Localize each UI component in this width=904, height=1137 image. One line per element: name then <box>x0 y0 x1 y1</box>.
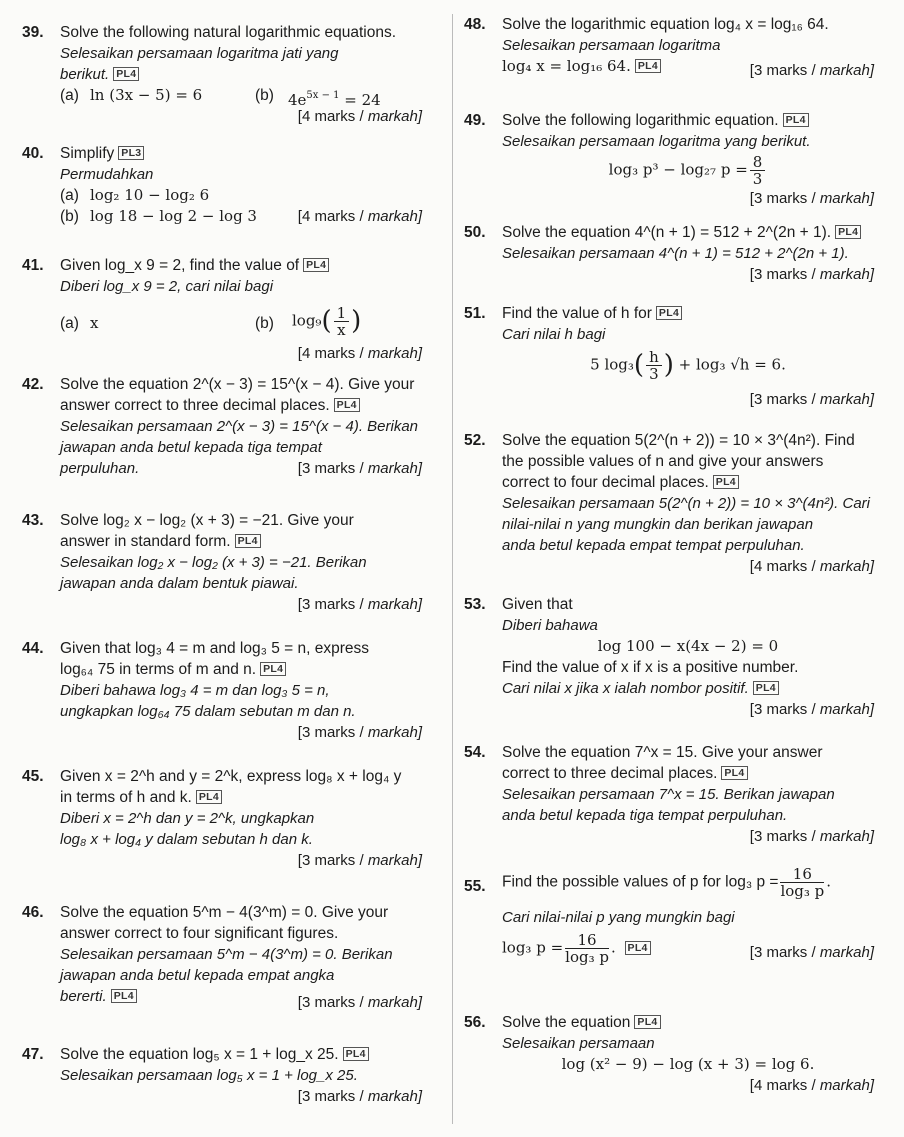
question-text-en: Solve the following natural logarithmic equations. <box>60 24 397 41</box>
question-text-ms: ungkapkan log₆₄ 75 dalam sebutan m dan n. <box>60 703 356 720</box>
question-number: 39. <box>22 24 44 41</box>
pl4-badge: PL4 <box>634 1015 660 1029</box>
question-number: 46. <box>22 904 44 921</box>
part-b-equation: log 18 − log 2 − log 3 <box>90 207 257 225</box>
question-number: 51. <box>464 305 486 322</box>
question-number: 48. <box>464 16 486 33</box>
marks-label: [3 marks / markah] <box>749 701 874 718</box>
question-number: 43. <box>22 512 44 529</box>
question-41 <box>22 255 422 364</box>
question-text-ms: jawapan anda dalam bentuk piawai. <box>60 575 299 592</box>
question-text-en: Solve the equation 5^m − 4(3^m) = 0. Give your <box>60 904 389 921</box>
question-text-en: log₆₄ 75 in terms of m and n. <box>60 661 257 678</box>
question-text-ms: bererti. <box>60 988 107 1005</box>
question-text-ms: Selesaikan persamaan logaritma <box>502 37 721 54</box>
question-text-en: Find the possible values of p for log₃ p = $\frac{16}{\text{log₃ p}}$ . <box>502 865 832 900</box>
question-text-ms: perpuluhan. <box>60 460 140 477</box>
question-44 <box>22 638 422 743</box>
part-a-equation: x <box>90 314 99 332</box>
question-text-en: Solve the equation 5(2^(n + 2)) = 10 × 3^(4n²). Find <box>502 432 855 449</box>
question-text-ms: Selesaikan persamaan 7^x = 15. Berikan jawapan <box>502 786 835 803</box>
pl4-badge: PL4 <box>303 258 329 272</box>
question-53 <box>464 594 874 720</box>
question-number: 56. <box>464 1014 486 1031</box>
part-a-label: (a) <box>60 187 79 204</box>
column-divider <box>452 14 453 1124</box>
marks-label: [3 marks / markah] <box>749 266 874 283</box>
question-number: 42. <box>22 376 44 393</box>
question-text-en: Simplify <box>60 145 115 162</box>
equation: log (x² − 9) − log (x + 3) = log 6. <box>561 1055 815 1073</box>
question-text-ms: jawapan anda betul kepada tiga tempat <box>60 439 322 456</box>
question-40 <box>22 143 422 227</box>
question-text-ms: Selesaikan persamaan 4^(n + 1) = 512 + 2^(2n + 1). <box>502 245 849 262</box>
question-number: 53. <box>464 596 486 613</box>
question-text-ms: Selesaikan persamaan 2^(x − 3) = 15^(x − 4). Berikan <box>60 418 419 435</box>
question-number: 54. <box>464 744 486 761</box>
question-number: 40. <box>22 145 44 162</box>
question-text-ms: Selesaikan persamaan <box>502 1035 655 1052</box>
question-text-ms: Selesaikan log₂ x − log₂ (x + 3) = −21. Berikan <box>60 554 367 571</box>
part-a-equation: log₂ 10 − log₂ 6 <box>90 186 210 204</box>
pl4-badge: PL4 <box>343 1047 369 1061</box>
question-text-ms: Cari nilai-nilai p yang mungkin bagi <box>502 909 735 926</box>
pl4-badge: PL4 <box>334 398 360 412</box>
marks-label: [3 marks / markah] <box>297 852 422 869</box>
question-text-en: Given that log₃ 4 = m and log₃ 5 = n, express <box>60 640 370 657</box>
marks-label: [4 marks / markah] <box>749 1077 874 1094</box>
question-text-ms: anda betul kepada empat tempat perpuluhan. <box>502 537 805 554</box>
question-text-ms: Selesaikan persamaan 5(2^(n + 2)) = 10 × 3^(4n²). Cari <box>502 495 871 512</box>
equation: log 100 − x(4x − 2) = 0 <box>597 637 779 655</box>
part-a-label: (a) <box>60 87 79 104</box>
question-number: 49. <box>464 112 486 129</box>
pl4-badge: PL4 <box>625 941 651 955</box>
question-text-ms: Diberi bahawa log₃ 4 = m dan log₃ 5 = n, <box>60 682 330 699</box>
question-text-en: correct to four decimal places. <box>502 474 709 491</box>
question-51 <box>464 303 874 410</box>
question-text-ms: Diberi log_x 9 = 2, cari nilai bagi <box>60 278 274 295</box>
question-text-ms: Selesaikan persamaan 5^m − 4(3^m) = 0. Berikan <box>60 946 393 963</box>
question-number: 52. <box>464 432 486 449</box>
part-b-equation: $4e^{5x - 1} = 24$ <box>288 90 381 109</box>
marks-label: [3 marks / markah] <box>297 1088 422 1105</box>
question-42 <box>22 374 422 479</box>
question-45 <box>22 766 422 871</box>
question-text-ms: Selesaikan persamaan log₅ x = 1 + log_x 25. <box>60 1067 358 1084</box>
marks-label: [3 marks / markah] <box>749 62 874 79</box>
question-text-en: in terms of h and k. <box>60 789 192 806</box>
question-number: 55. <box>464 878 486 895</box>
question-56 <box>464 1012 874 1096</box>
equation: 5 log₃( $\frac{h}{3}$ ) + log₃ √h = 6. <box>590 348 786 383</box>
marks-label: [4 marks / markah] <box>749 558 874 575</box>
equation: log₃ p = $\frac{16}{\text{log₃ p}}$ . PL4 <box>502 932 651 965</box>
question-text-ms: Cari nilai h bagi <box>502 326 606 343</box>
marks-label: [4 marks / markah] <box>297 345 422 362</box>
question-43 <box>22 510 422 615</box>
marks-label: [3 marks / markah] <box>749 828 874 845</box>
question-text-ms: Permudahkan <box>60 166 154 183</box>
part-a-label: (a) <box>60 315 79 332</box>
question-text-en: Solve the equation 7^x = 15. Give your answer <box>502 744 823 761</box>
pl3-badge: PL3 <box>118 146 144 160</box>
pl4-badge: PL4 <box>753 681 779 695</box>
question-text-en: Solve log₂ x − log₂ (x + 3) = −21. Give your <box>60 512 354 529</box>
question-text-ms: Selesaikan persamaan logaritma jati yang <box>60 45 339 62</box>
question-text-en: Solve the equation 4^(n + 1) = 512 + 2^(2n + 1). <box>502 224 832 241</box>
equation: log₃ p³ − log₂₇ p = $\frac{8}{3}$ <box>502 154 874 188</box>
question-46 <box>22 902 422 1011</box>
question-text-ms: anda betul kepada tiga tempat perpuluhan. <box>502 807 788 824</box>
question-text-en: answer correct to three decimal places. <box>60 397 330 414</box>
pl4-badge: PL4 <box>113 67 139 81</box>
part-b-equation: log₉( $\frac{1}{x}$ ) <box>292 304 362 339</box>
pl4-badge: PL4 <box>111 989 137 1003</box>
question-48 <box>464 14 874 77</box>
question-49 <box>464 110 874 209</box>
marks-label: [3 marks / markah] <box>749 190 874 207</box>
part-b-label: (b) <box>255 87 274 104</box>
question-text-en: answer in standard form. <box>60 533 231 550</box>
marks-label: [3 marks / markah] <box>297 460 422 477</box>
question-text-ms: Diberi x = 2^h dan y = 2^k, ungkapkan <box>60 810 315 827</box>
pl4-badge: PL4 <box>835 225 861 239</box>
pl4-badge: PL4 <box>196 790 222 804</box>
question-50 <box>464 222 874 285</box>
question-text-en: Find the value of x if x is a positive number. <box>502 659 799 676</box>
pl4-badge: PL4 <box>260 662 286 676</box>
question-text-ms: log₄ x = log₁₆ 64. <box>502 57 631 75</box>
question-text-en: Given that <box>502 596 573 613</box>
question-text-en: Solve the equation log₅ x = 1 + log_x 25. <box>60 1046 339 1063</box>
question-text-ms: berikut. <box>60 66 110 83</box>
question-52 <box>464 430 874 577</box>
question-text-en: Solve the equation <box>502 1014 631 1031</box>
question-text-ms: nilai-nilai n yang mungkin dan berikan jawapan <box>502 516 814 533</box>
question-text-ms: jawapan anda betul kepada empat angka <box>60 967 335 984</box>
question-39 <box>22 22 422 127</box>
marks-label: [3 marks / markah] <box>749 944 874 961</box>
question-text-en: Given x = 2^h and y = 2^k, express log₈ x + log₄ y <box>60 768 402 785</box>
pl4-badge: PL4 <box>783 113 809 127</box>
pl4-badge: PL4 <box>235 534 261 548</box>
pl4-badge: PL4 <box>656 306 682 320</box>
question-text-en: correct to three decimal places. <box>502 765 718 782</box>
question-text-en: the possible values of n and give your answers <box>502 453 824 470</box>
marks-label: [4 marks / markah] <box>297 108 422 125</box>
question-text-en: Find the value of h for <box>502 305 652 322</box>
question-47 <box>22 1044 422 1107</box>
question-text-ms: Selesaikan persamaan logaritma yang berikut. <box>502 133 811 150</box>
question-text-ms: Cari nilai x jika x ialah nombor positif. <box>502 680 749 697</box>
marks-label: [3 marks / markah] <box>297 596 422 613</box>
question-text-en: Given log_x 9 = 2, find the value of <box>60 257 300 274</box>
question-text-en: Solve the following logarithmic equation. <box>502 112 779 129</box>
question-54 <box>464 742 874 847</box>
pl4-badge: PL4 <box>635 59 661 73</box>
question-55 <box>464 866 874 968</box>
marks-label: [3 marks / markah] <box>749 391 874 408</box>
question-text-en: Solve the logarithmic equation log₄ x = log₁₆ 64. <box>502 16 829 33</box>
marks-label: [4 marks / markah] <box>297 208 422 225</box>
question-text-ms: Diberi bahawa <box>502 617 598 634</box>
marks-label: [3 marks / markah] <box>297 994 422 1011</box>
question-number: 50. <box>464 224 486 241</box>
question-number: 44. <box>22 640 44 657</box>
question-number: 45. <box>22 768 44 785</box>
question-text-en: Solve the equation 2^(x − 3) = 15^(x − 4). Give your <box>60 376 415 393</box>
part-b-label: (b) <box>255 315 274 332</box>
question-number: 47. <box>22 1046 44 1063</box>
part-a-equation: ln (3x − 5) = 6 <box>90 86 203 104</box>
question-number: 41. <box>22 257 44 274</box>
question-text-ms: log₈ x + log₄ y dalam sebutan h dan k. <box>60 831 313 848</box>
pl4-badge: PL4 <box>713 475 739 489</box>
question-text-en: answer correct to four significant figures. <box>60 925 339 942</box>
part-b-label: (b) <box>60 208 79 225</box>
marks-label: [3 marks / markah] <box>297 724 422 741</box>
pl4-badge: PL4 <box>721 766 747 780</box>
